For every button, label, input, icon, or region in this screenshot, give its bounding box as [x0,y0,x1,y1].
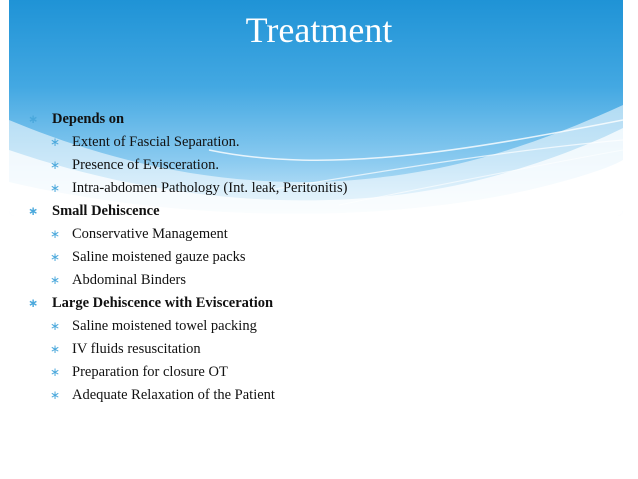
list-item [26,338,606,361]
bullet-icon: ∗ [50,365,61,379]
list-item-text: Intra-abdomen Pathology (Int. leak, Peritonitis) [72,180,348,196]
bullet-icon: ∗ [50,158,61,172]
bullet-icon: ∗ [50,250,61,264]
bullet-icon: ∗ [50,227,61,241]
list-item-text: Adequate Relaxation of the Patient [72,387,275,403]
list-item-text: Preparation for closure OT [72,364,228,380]
list-item [26,154,606,177]
section-heading [26,108,606,131]
list-item-text: Presence of Evisceration. [72,157,219,173]
list-item [26,361,606,384]
bullet-icon: ∗ [50,388,61,402]
section-heading [26,292,606,315]
list-item [26,131,606,154]
bullet-icon: ∗ [28,204,39,218]
list-item-text: Extent of Fascial Separation. [72,134,240,150]
list-item [26,269,606,292]
list-item-text: Saline moistened gauze packs [72,249,246,265]
section-heading-text: Large Dehiscence with Evisceration [52,295,274,311]
bullet-icon: ∗ [50,319,61,333]
bullet-icon: ∗ [50,181,61,195]
bullet-icon: ∗ [50,135,61,149]
list-item [26,246,606,269]
list-item-text: Conservative Management [72,226,228,242]
bullet-icon: ∗ [28,112,39,126]
list-item [26,223,606,246]
list-item [26,384,606,407]
section-heading-text: Small Dehiscence [52,203,160,219]
list-item [26,177,606,200]
list-item-text: Abdominal Binders [72,272,186,288]
bullet-list [26,108,606,407]
bullet-icon: ∗ [50,342,61,356]
list-item [26,315,606,338]
list-item-text: Saline moistened towel packing [72,318,257,334]
slide-title: Treatment [245,10,393,50]
list-item-text: IV fluids resuscitation [72,341,201,357]
bullet-icon: ∗ [28,296,39,310]
section-heading [26,200,606,223]
bullet-icon: ∗ [50,273,61,287]
section-heading-text: Depends on [52,111,125,127]
